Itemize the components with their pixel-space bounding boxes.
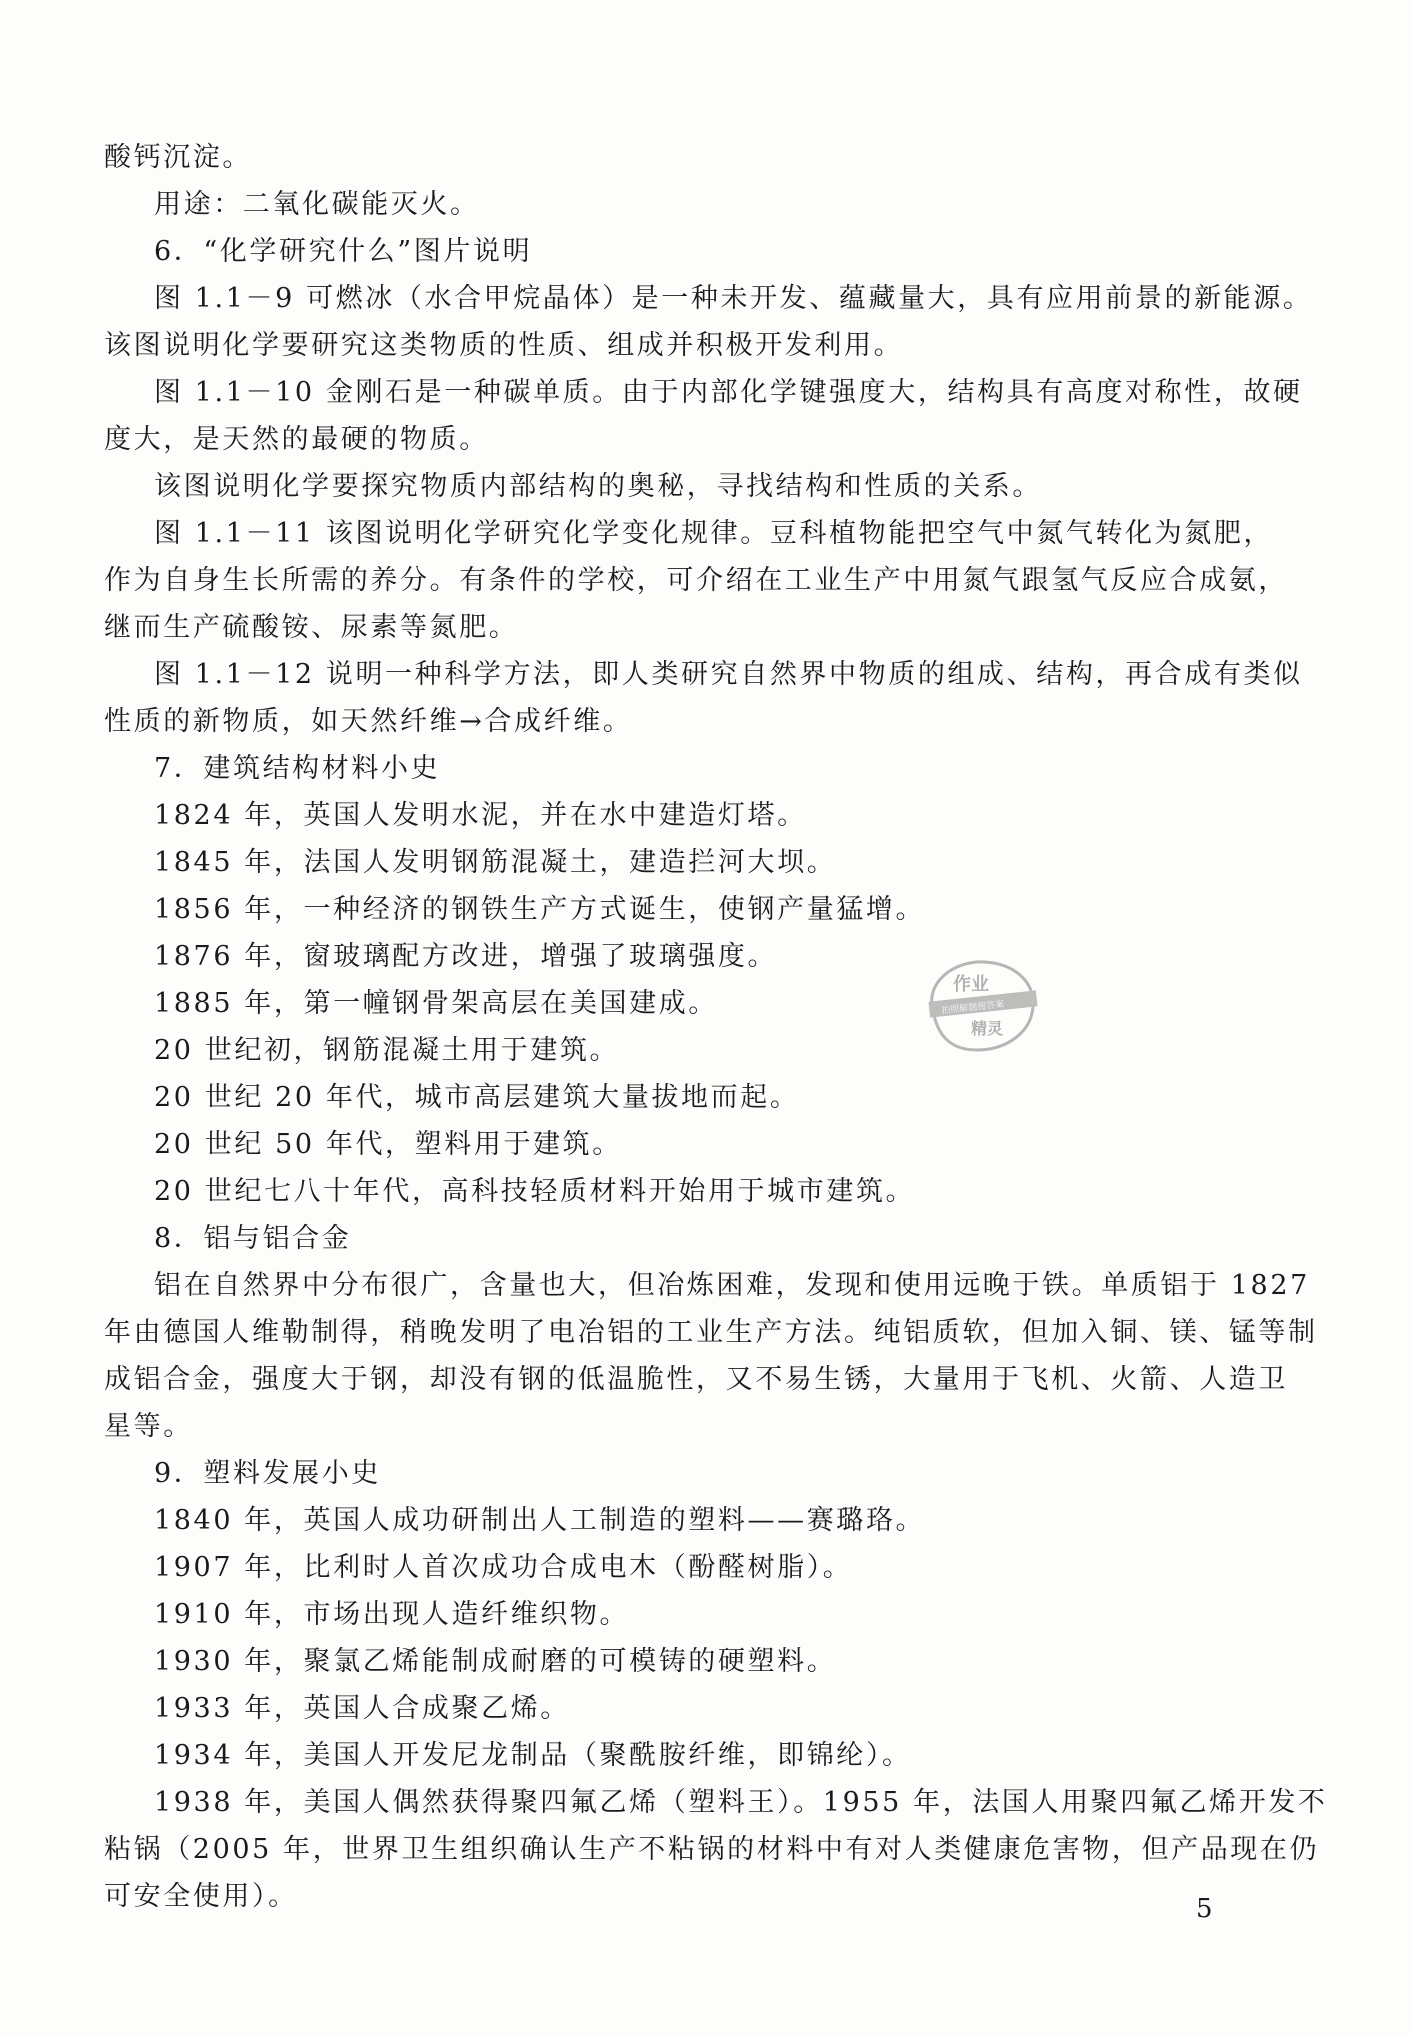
text-line: 20 世纪初，钢筋混凝土用于建筑。 (154, 1035, 620, 1066)
text-line: 1840 年，英国人成功研制出人工制造的塑料——赛璐珞。 (154, 1505, 926, 1536)
text-line: 作为自身生长所需的养分。有条件的学校，可介绍在工业生产中用氮气跟氢气反应合成氨， (104, 565, 1288, 596)
text-line: 1824 年，英国人发明水泥，并在水中建造灯塔。 (154, 800, 807, 831)
text-line: 1934 年，美国人开发尼龙制品（聚酰胺纤维，即锦纶）。 (154, 1740, 912, 1771)
text-line: 图 1.1－11 该图说明化学研究化学变化规律。豆科植物能把空气中氮气转化为氮肥， (154, 518, 1274, 549)
text-line: 年由德国人维勒制得，稍晚发明了电冶铝的工业生产方法。纯铝质软，但加入铜、镁、锰等制 (104, 1317, 1318, 1348)
text-line: 20 世纪 20 年代，城市高层建筑大量拔地而起。 (154, 1082, 800, 1113)
text-line: 图 1.1－12 说明一种科学方法，即人类研究自然界中物质的组成、结构，再合成有类似 (154, 659, 1303, 690)
text-line: 粘锅（2005 年，世界卫生组织确认生产不粘锅的材料中有对人类健康危害物，但产品现在仍 (104, 1834, 1320, 1865)
text-line: 度大，是天然的最硬的物质。 (104, 424, 489, 455)
watermark-top-text: 作业 (953, 974, 989, 995)
section-heading: 7．建筑结构材料小史 (154, 753, 441, 784)
text-line: 1845 年，法国人发明钢筋混凝土，建造拦河大坝。 (154, 847, 837, 878)
text-line: 酸钙沉淀。 (104, 142, 252, 173)
text-line: 20 世纪七八十年代，高科技轻质材料开始用于城市建筑。 (154, 1176, 916, 1207)
text-line: 图 1.1－9 可燃冰（水合甲烷晶体）是一种未开发、蕴藏量大，具有应用前景的新能源。 (154, 283, 1313, 314)
text-line: 继而生产硫酸铵、尿素等氮肥。 (104, 612, 519, 643)
text-line: 成铝合金，强度大于钢，却没有钢的低温脆性，又不易生锈，大量用于飞机、火箭、人造卫 (104, 1364, 1288, 1395)
text-line: 图 1.1－10 金刚石是一种碳单质。由于内部化学键强度大，结构具有高度对称性，故硬 (154, 377, 1303, 408)
text-line: 1856 年，一种经济的钢铁生产方式诞生，使钢产量猛增。 (154, 894, 926, 925)
text-line: 20 世纪 50 年代，塑料用于建筑。 (154, 1129, 622, 1160)
text-line: 可安全使用）。 (104, 1881, 298, 1912)
text-line: 1876 年，窗玻璃配方改进，增强了玻璃强度。 (154, 941, 778, 972)
text-line: 1933 年，英国人合成聚乙烯。 (154, 1693, 570, 1724)
text-line: 1885 年，第一幢钢骨架高层在美国建成。 (154, 988, 718, 1019)
text-line: 该图说明化学要探究物质内部结构的奥秘，寻找结构和性质的关系。 (154, 471, 1042, 502)
section-heading: 8．铝与铝合金 (154, 1223, 352, 1254)
text-line: 1930 年，聚氯乙烯能制成耐磨的可模铸的硬塑料。 (154, 1646, 837, 1677)
text-line: 1910 年，市场出现人造纤维织物。 (154, 1599, 630, 1630)
watermark-bottom-text: 精灵 (971, 1019, 1004, 1038)
text-line: 该图说明化学要研究这类物质的性质、组成并积极开发利用。 (104, 330, 904, 361)
section-heading: 6．“化学研究什么”图片说明 (154, 236, 533, 267)
section-heading: 9．塑料发展小史 (154, 1458, 381, 1489)
text-line: 铝在自然界中分布很广，含量也大，但冶炼困难，发现和使用远晚于铁。单质铝于 1827 (154, 1270, 1310, 1301)
text-line: 1938 年，美国人偶然获得聚四氟乙烯（塑料王）。1955 年，法国人用聚四氟乙烯开发不 (154, 1787, 1328, 1818)
text-line: 性质的新物质，如天然纤维→合成纤维。 (104, 706, 633, 737)
watermark-logo (915, 952, 1045, 1057)
text-line: 星等。 (104, 1411, 193, 1442)
text-line: 用途：二氧化碳能灭火。 (154, 189, 480, 220)
page-number: 5 (1196, 1894, 1213, 1924)
text-line: 1907 年，比利时人首次成功合成电木（酚醛树脂）。 (154, 1552, 853, 1583)
watermark-band-text: 拍照解题搜答案 (941, 999, 1005, 1017)
